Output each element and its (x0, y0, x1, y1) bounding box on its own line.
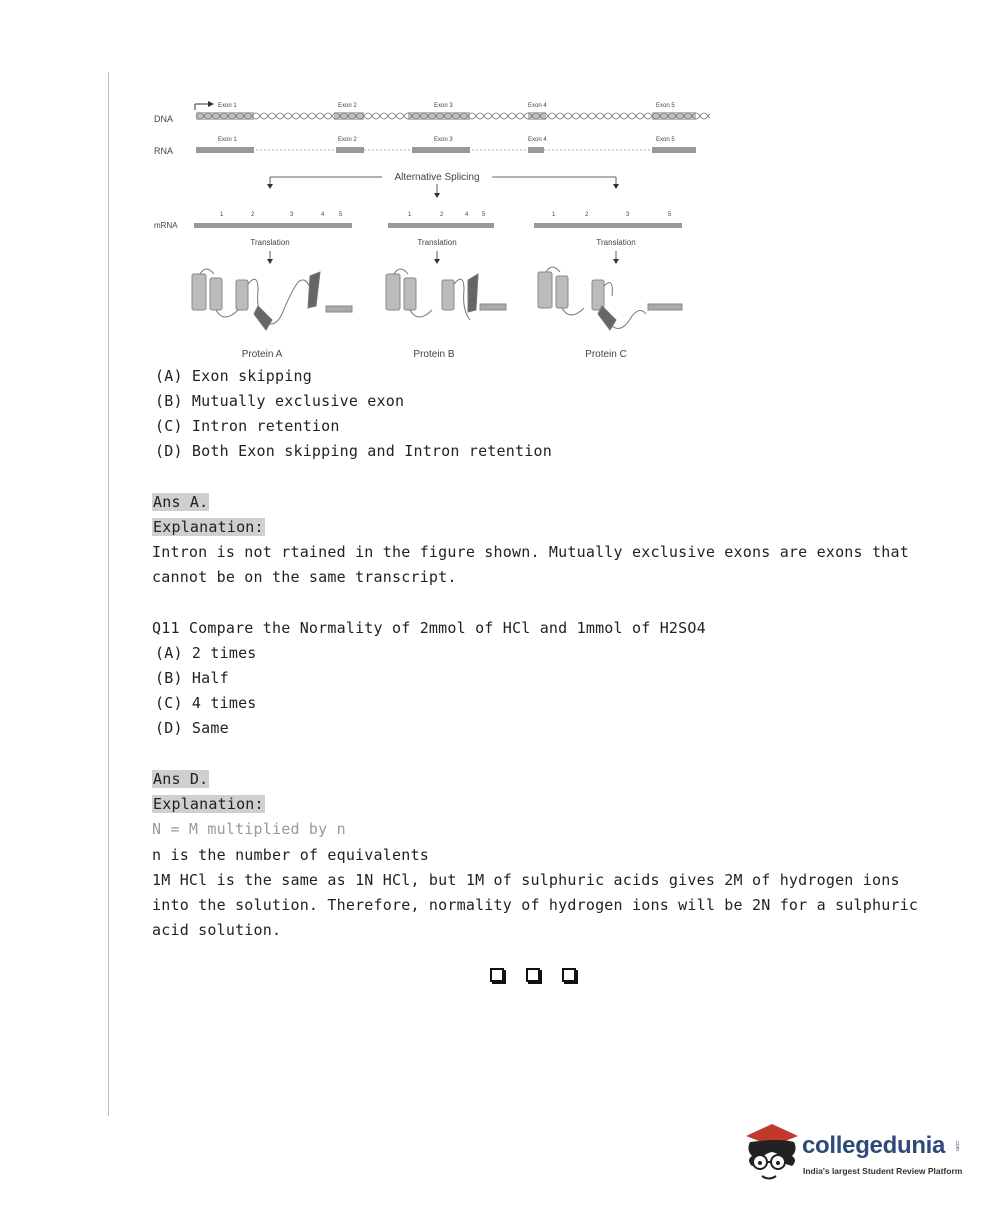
mrna-c-num-4: 5 (668, 212, 672, 218)
protein-b-label: Protein B (413, 349, 455, 360)
q10-option-a: (A) Exon skipping (155, 367, 312, 385)
q10-explanation-line-2: cannot be on the same transcript. (152, 568, 457, 586)
mrna-b-num-1: 1 (408, 212, 412, 218)
mrna-label: mRNA (154, 221, 178, 230)
translation-label-b: Translation (417, 238, 457, 247)
q10-explanation-line-1: Intron is not rtained in the figure shown. Mutually exclusive exons are exons that (152, 543, 909, 561)
alternative-splicing-label: Alternative Splicing (394, 172, 480, 183)
mrna-a-num-2: 2 (251, 212, 255, 218)
logo-suffix: .com (954, 1140, 960, 1151)
logo-wordmark: collegedunia (802, 1132, 946, 1159)
protein-a-structure (192, 269, 352, 330)
dna-exon-label-5: Exon 5 (656, 103, 675, 109)
collegedunia-logo[interactable] (740, 1118, 970, 1188)
mrna-b-num-2: 2 (440, 212, 444, 218)
protein-c-structure (538, 267, 682, 330)
q11-answer: Ans D. (153, 770, 209, 788)
q11-question: Q11 Compare the Normality of 2mmol of HCl and 1mmol of H2SO4 (152, 619, 706, 637)
mrna-b-num-3: 4 (465, 212, 469, 218)
translation-label-a: Translation (250, 238, 290, 247)
q11-explanation-line-3: into the solution. Therefore, normality of hydrogen ions will be 2N for a sulphuric (152, 896, 919, 914)
q10-option-b: (B) Mutually exclusive exon (155, 392, 405, 410)
checkbox-glyph-icon (490, 968, 504, 982)
checkbox-glyph-icon (526, 968, 540, 982)
page-margin-line (108, 72, 109, 1116)
alternative-splicing-figure (150, 96, 710, 366)
dna-exon-label-2: Exon 2 (338, 103, 357, 109)
mrna-a-num-5: 5 (339, 212, 343, 218)
mrna-a-num-4: 4 (321, 212, 325, 218)
logo-tagline: India's largest Student Review Platform (803, 1166, 963, 1176)
q10-answer: Ans A. (153, 493, 209, 511)
mrna-a-num-3: 3 (290, 212, 294, 218)
rna-exon-label-5: Exon 5 (656, 137, 675, 143)
q11-explanation-line-1: n is the number of equivalents (152, 846, 429, 864)
q11-option-b: (B) Half (155, 669, 229, 687)
q11-formula: N = M multiplied by n (152, 820, 346, 838)
protein-b-structure (386, 269, 506, 320)
section-end-marker (490, 968, 576, 982)
rna-exon-label-3: Exon 3 (434, 137, 453, 143)
q11-explanation-line-2: 1M HCl is the same as 1N HCl, but 1M of sulphuric acids gives 2M of hydrogen ions (152, 871, 900, 889)
translation-label-c: Translation (596, 238, 636, 247)
dna-exon-label-1: Exon 1 (218, 103, 237, 109)
rna-exon-label-1: Exon 1 (218, 137, 237, 143)
q11-option-a: (A) 2 times (155, 644, 257, 662)
checkbox-glyph-icon (562, 968, 576, 982)
protein-c-label: Protein C (585, 349, 627, 360)
rna-label: RNA (154, 146, 174, 156)
mrna-c-num-3: 3 (626, 212, 630, 218)
rna-exon-label-2: Exon 2 (338, 137, 357, 143)
q10-explanation-label: Explanation: (153, 518, 264, 536)
q11-option-c: (C) 4 times (155, 694, 257, 712)
mrna-b-num-4: 5 (482, 212, 486, 218)
mrna-strands (194, 223, 682, 228)
q10-option-c: (C) Intron retention (155, 417, 340, 435)
dna-label: DNA (154, 114, 174, 124)
dna-exon-label-4: Exon 4 (528, 103, 547, 109)
q11-option-d: (D) Same (155, 719, 229, 737)
protein-a-label: Protein A (241, 349, 283, 360)
mrna-a-num-1: 1 (220, 212, 224, 218)
q11-explanation-line-4: acid solution. (152, 921, 282, 939)
mrna-c-num-1: 1 (552, 212, 556, 218)
mrna-c-num-2: 2 (585, 212, 589, 218)
mascot-icon (740, 1118, 800, 1188)
rna-exon-label-4: Exon 4 (528, 137, 547, 143)
dna-exon-label-3: Exon 3 (434, 103, 453, 109)
q11-explanation-label: Explanation: (153, 795, 264, 813)
q10-option-d: (D) Both Exon skipping and Intron retention (155, 442, 552, 460)
